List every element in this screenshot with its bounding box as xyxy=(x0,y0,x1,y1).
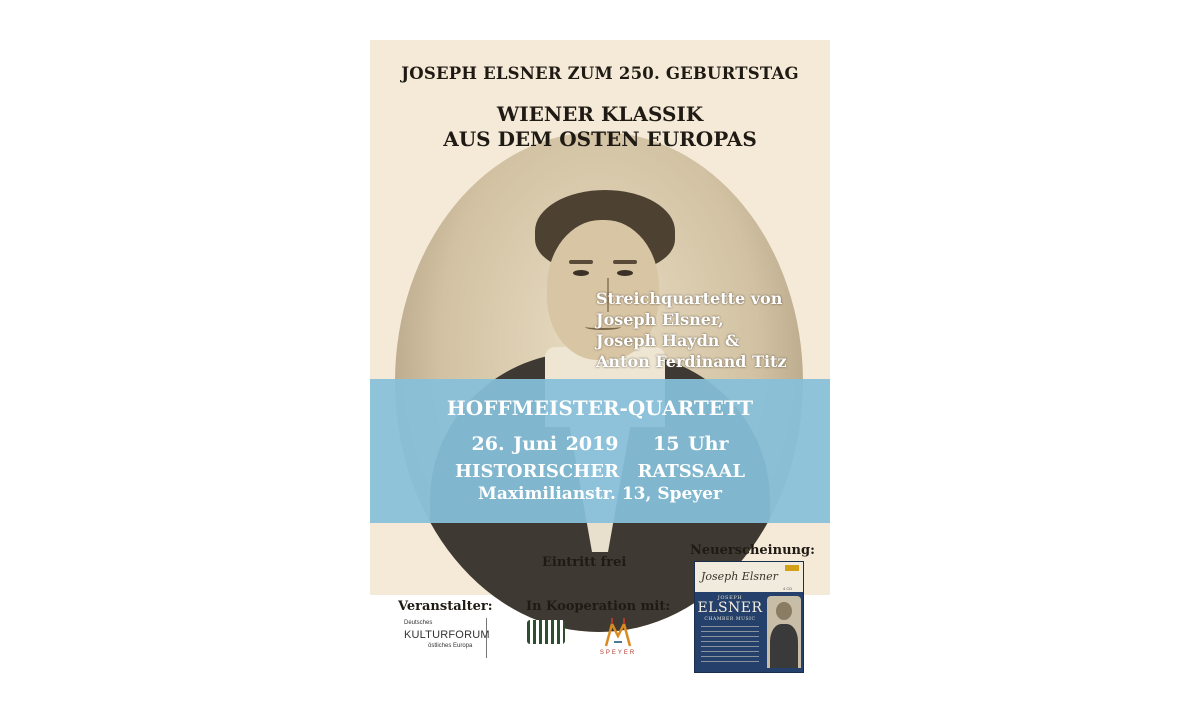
ensemble-name: HOFFMEISTER-QUARTETT xyxy=(446,396,754,420)
event-date: 26. Juni 2019 xyxy=(471,433,619,455)
logo-text: Deutsches xyxy=(404,620,433,626)
cd-composer-first: JOSEPH xyxy=(717,595,743,601)
portrait-brow xyxy=(569,260,593,264)
title-line-2: AUS DEM OSTEN EUROPAS xyxy=(443,127,757,151)
program-text xyxy=(596,288,826,372)
logo-text: östliches Europa xyxy=(428,643,473,649)
cd-cover xyxy=(694,561,804,673)
cd-subtitle: CHAMBER MUSIC xyxy=(704,617,756,622)
cd-portrait-body xyxy=(770,624,798,668)
cd-signature: Joseph Elsner xyxy=(701,570,778,583)
cd-header xyxy=(695,562,803,592)
concert-poster xyxy=(370,40,830,710)
entry-note: Eintritt frei xyxy=(542,555,627,570)
cd-tracklist xyxy=(701,626,759,666)
event-venue xyxy=(370,461,830,482)
venue-word: RATSSAAL xyxy=(637,461,745,482)
event-info-band xyxy=(370,379,830,523)
cooperation-label: In Kooperation mit: xyxy=(526,599,671,614)
portrait-eye xyxy=(617,270,633,276)
partner-emblem xyxy=(527,620,565,644)
event-time: 15 Uhr xyxy=(653,433,729,455)
program-line: Streichquartette von xyxy=(596,289,783,308)
portrait-brow xyxy=(613,260,637,264)
logo-text: KULTURFORUM xyxy=(404,629,490,641)
speyer-logo xyxy=(598,616,638,662)
program-line: Joseph Haydn & xyxy=(596,331,740,350)
organizer-label: Veranstalter: xyxy=(398,599,493,614)
program-line: Joseph Elsner, xyxy=(596,310,724,329)
portrait-eye xyxy=(573,270,589,276)
logo-text: SPEYER xyxy=(599,650,637,656)
venue-word: HISTORISCHER xyxy=(455,461,619,482)
cd-portrait-head xyxy=(776,602,792,620)
cd-portrait xyxy=(767,596,801,668)
speyer-emblem-icon xyxy=(602,616,634,648)
title-line-1: WIENER KLASSIK xyxy=(496,102,704,126)
cd-label-badge xyxy=(785,565,799,571)
partner-logo xyxy=(523,618,569,660)
program-line: Anton Ferdinand Titz xyxy=(596,352,787,371)
event-datetime xyxy=(370,433,830,455)
anniversary-heading: JOSEPH ELSNER ZUM 250. GEBURTSTAG xyxy=(401,64,799,83)
cd-disc-count: 4 CD xyxy=(783,586,793,591)
event-address: Maximilianstr. 13, Speyer xyxy=(478,484,722,504)
kulturforum-logo xyxy=(400,618,490,658)
new-release-label: Neuerscheinung: xyxy=(690,543,815,558)
cd-composer-last: ELSNER xyxy=(697,600,763,616)
